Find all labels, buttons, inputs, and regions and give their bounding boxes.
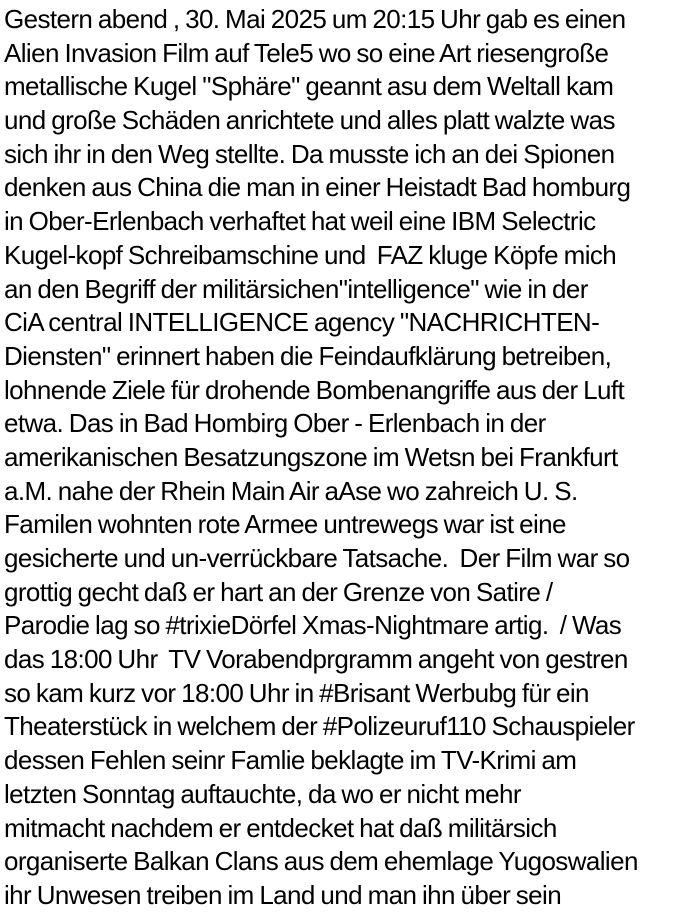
text-line: das 18:00 Uhr TV Vorabendprgramm angeht von gestren (4, 644, 628, 675)
text-line: Gestern abend , 30. Mai 2025 um 20:15 Uhr gab es einen (4, 4, 626, 34)
text-line: an den Begriff der militärsichen"intelligence" wie in der (4, 273, 588, 304)
text-line: Kugel-kopf Schreibamschine und FAZ kluge Köpfe mich (4, 239, 617, 270)
text-line: dessen Fehlen seinr Famlie beklagte im TV-Krimi am (4, 745, 577, 776)
text-line: organiserte Balkan Clans aus dem ehemlage Yugoswalien (4, 846, 638, 877)
text-line: ihr Unwesen treiben im Land und man ihn über sein (4, 879, 562, 910)
text-line: grottig gecht daß er hart an der Grenze von Satire / (4, 576, 553, 607)
text-line: gesicherte und un-verrückbare Tatsache. Der Film war so (4, 543, 630, 573)
text-line: in Ober-Erlenbach verhaftet hat weil eine IBM Selectric (4, 206, 596, 237)
text-line: etwa. Das in Bad Hombirg Ober - Erlenbach in der (4, 408, 546, 439)
text-line: so kam kurz vor 18:00 Uhr in #Brisant Werbubg für ein (4, 677, 589, 708)
text-line: amerikanischen Besatzungszone im Wetsn bei Frankfurt (4, 441, 618, 472)
text-line: Diensten" erinnert haben die Feindaufklärung betreiben, (4, 340, 612, 371)
text-line: Parodie lag so #trixieDörfel Xmas-Nightmare artig. / Was (4, 610, 622, 641)
text-line: Theaterstück in welchem der #Polizeuruf110 Schauspieler (4, 711, 635, 742)
text-line: lohnende Ziele für drohende Bombenangriffe aus der Luft (4, 374, 625, 405)
text-line: Familen wohnten rote Armee untrewegs war ist eine (4, 509, 566, 540)
text-line: CiA central INTELLIGENCE agency "NACHRICHTEN- (4, 307, 600, 338)
paragraph-text (4, 3, 684, 913)
text-line: Alien Invasion Film auf Tele5 wo so eine Art riesengroße (4, 37, 609, 68)
text-line: denken aus China die man in einer Heistadt Bad homburg (4, 172, 631, 203)
text-line: a.M. nahe der Rhein Main Air aAse wo zahreich U. S. (4, 475, 578, 506)
text-line: letzten Sonntag auftauchte, da wo er nicht mehr (4, 778, 521, 809)
text-line: metallische Kugel "Sphäre" geannt asu dem Weltall kam (4, 71, 614, 102)
text-line: und große Schäden anrichtete und alles platt walzte was (4, 105, 615, 136)
text-line: mitmacht nachdem er entdecket hat daß militärsich (4, 812, 557, 843)
text-line: sich ihr in den Weg stellte. Da musste ich an dei Spionen (4, 138, 615, 169)
